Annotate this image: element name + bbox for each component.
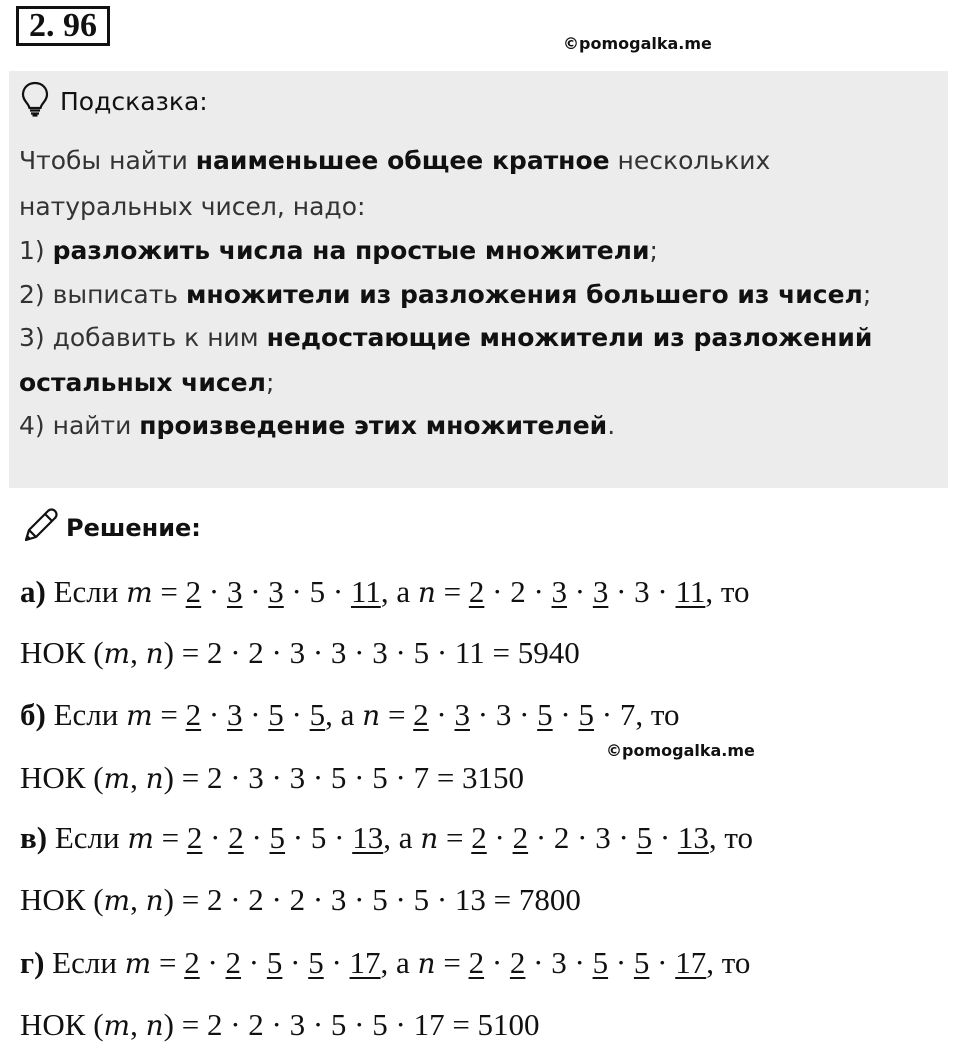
factor-underlined: 2 <box>185 697 202 732</box>
dot-operator: · <box>201 697 227 732</box>
dot-operator: · <box>525 945 552 980</box>
hint-emphasis: наименьшее общее кратное <box>195 146 610 175</box>
hint-emphasis: разложить числа на простые множители <box>52 236 650 265</box>
hint-header <box>20 84 208 118</box>
hint-line <box>19 280 871 309</box>
dot-operator: · <box>325 574 351 609</box>
then-word: , то <box>705 574 750 609</box>
hint-line <box>19 323 872 352</box>
equals-sign: = <box>152 697 186 732</box>
lcm-suffix: ) = <box>163 635 207 670</box>
lcm-separator: , <box>130 760 146 795</box>
variable-m: m <box>124 947 152 980</box>
equals-sign: = <box>380 697 414 732</box>
equals-sign: = <box>438 820 472 855</box>
dot-operator: · <box>525 574 552 609</box>
and-word: , а <box>383 820 421 855</box>
factor-underlined: 3 <box>454 697 470 732</box>
factor: 5 <box>310 820 327 855</box>
factor-underlined: 11 <box>350 574 381 609</box>
variable-n: n <box>145 884 164 917</box>
variable-m: m <box>103 1009 131 1042</box>
variable-m: m <box>103 637 131 670</box>
lcm-suffix: ) = <box>163 882 207 917</box>
hint-title: Подсказка: <box>60 86 208 116</box>
and-word: , а <box>380 574 418 609</box>
factor-underlined: 2 <box>512 820 529 855</box>
factor-underlined: 3 <box>551 574 568 609</box>
if-word: Если <box>53 574 119 609</box>
factor-underlined: 2 <box>413 697 429 732</box>
factor-underlined: 2 <box>468 945 485 980</box>
factor: 3 <box>495 697 512 732</box>
factor-underlined: 5 <box>578 697 594 732</box>
dot-operator: · <box>566 945 593 980</box>
condition-line <box>20 697 679 733</box>
factor-underlined: 3 <box>226 574 243 609</box>
equals-sign: = <box>151 945 185 980</box>
hint-text: . <box>607 411 616 440</box>
factor-underlined: 2 <box>509 945 526 980</box>
dot-operator: · <box>243 820 270 855</box>
factor: 3 <box>595 820 611 855</box>
dot-operator: · <box>649 574 676 609</box>
hint-text: натуральных чисел, надо: <box>19 192 366 221</box>
factor-underlined: 13 <box>352 820 384 855</box>
factor: 5 <box>309 574 326 609</box>
variable-n: n <box>417 576 436 609</box>
dot-operator: · <box>282 945 309 980</box>
variable-n: n <box>145 762 164 795</box>
factor-underlined: 2 <box>186 820 203 855</box>
condition-line <box>20 820 753 856</box>
if-word: Если <box>54 820 120 855</box>
hint-text: ; <box>649 236 658 265</box>
factor-underlined: 3 <box>226 697 243 732</box>
dot-operator: · <box>528 820 554 855</box>
hint-text: Чтобы найти <box>19 146 196 175</box>
dot-operator: · <box>323 945 350 980</box>
dot-operator: · <box>511 697 538 732</box>
factor-underlined: 2 <box>185 574 202 609</box>
equals-sign: = <box>153 820 187 855</box>
solution-title: Решение: <box>66 514 201 542</box>
factor-underlined: 3 <box>268 574 284 609</box>
dot-operator: · <box>242 697 269 732</box>
dot-operator: · <box>608 574 635 609</box>
variable-n: n <box>145 637 164 670</box>
variable-m: m <box>126 699 153 732</box>
lcm-prefix: НОК ( <box>20 882 104 917</box>
hint-line <box>19 368 274 397</box>
lightbulb-icon <box>20 81 50 122</box>
factor: 3 <box>551 945 567 980</box>
hint-text: 1) <box>19 236 53 265</box>
if-word: Если <box>53 697 119 732</box>
dot-operator: · <box>283 697 310 732</box>
then-word: , то <box>635 697 680 732</box>
part-label: б) <box>20 697 46 732</box>
factor-underlined: 11 <box>675 574 706 609</box>
variable-m: m <box>126 576 153 609</box>
factor-underlined: 5 <box>633 945 650 980</box>
dot-operator: · <box>201 574 227 609</box>
hint-emphasis: множители из разложения большего из чисел <box>185 280 863 309</box>
equals-sign: = <box>152 574 186 609</box>
variable-n: n <box>145 1009 164 1042</box>
dot-operator: · <box>283 574 310 609</box>
factor-underlined: 17 <box>349 945 381 980</box>
factor-underlined: 3 <box>592 574 609 609</box>
dot-operator: · <box>486 820 513 855</box>
lcm-line <box>20 760 524 796</box>
hint-text: 2) выписать <box>19 280 186 309</box>
lcm-suffix: ) = <box>163 1007 207 1042</box>
variable-m: m <box>103 762 131 795</box>
hint-text: ; <box>265 368 275 397</box>
factor-underlined: 5 <box>269 820 286 855</box>
hint-emphasis: остальных чисел <box>19 368 266 397</box>
watermark-middle: ©pomogalka.me <box>606 741 755 760</box>
factor-underlined: 2 <box>228 820 244 855</box>
task-number: 2. 96 <box>16 6 110 46</box>
dot-operator: · <box>484 945 510 980</box>
lcm-separator: , <box>130 1007 146 1042</box>
if-word: Если <box>52 945 117 980</box>
hint-line <box>19 146 770 175</box>
dot-operator: · <box>652 820 678 855</box>
dot-operator: · <box>199 945 226 980</box>
dot-operator: · <box>428 697 455 732</box>
variable-n: n <box>420 822 439 855</box>
pencil-icon <box>20 506 60 551</box>
dot-operator: · <box>593 697 620 732</box>
lcm-separator: , <box>130 882 146 917</box>
lcm-separator: , <box>130 635 146 670</box>
dot-operator: · <box>569 820 596 855</box>
dot-operator: · <box>649 945 676 980</box>
variable-m: m <box>127 822 154 855</box>
condition-line <box>20 574 750 610</box>
factor: 2 <box>510 574 526 609</box>
hint-text: 4) найти <box>19 411 140 440</box>
and-word: , а <box>325 697 363 732</box>
dot-operator: · <box>567 574 593 609</box>
lcm-line <box>20 1007 540 1043</box>
dot-operator: · <box>608 945 634 980</box>
equals-sign: = <box>435 574 469 609</box>
lcm-suffix: ) = <box>163 760 207 795</box>
variable-n: n <box>417 947 436 980</box>
factor-underlined: 5 <box>266 945 283 980</box>
watermark-top: ©pomogalka.me <box>563 34 712 53</box>
variable-n: n <box>362 699 381 732</box>
factor: 7 <box>619 697 636 732</box>
hint-emphasis: произведение этих множителей <box>139 411 608 440</box>
dot-operator: · <box>285 820 311 855</box>
hint-text: 3) добавить к ним <box>19 323 267 352</box>
hint-line <box>19 411 615 440</box>
dot-operator: · <box>241 945 267 980</box>
factor-underlined: 5 <box>592 945 609 980</box>
factor-underlined: 5 <box>268 697 284 732</box>
factor-underlined: 2 <box>468 574 485 609</box>
lcm-prefix: НОК ( <box>20 760 104 795</box>
hint-text: ; <box>862 280 872 309</box>
then-word: , то <box>708 820 754 855</box>
lcm-result: 2 · 2 · 3 · 5 · 5 · 17 = 5100 <box>206 1007 540 1042</box>
hint-line <box>19 236 658 265</box>
lcm-result: 2 · 3 · 3 · 5 · 5 · 7 = 3150 <box>206 760 525 795</box>
condition-line <box>20 945 750 981</box>
dot-operator: · <box>242 574 269 609</box>
lcm-prefix: НОК ( <box>20 1007 104 1042</box>
lcm-result: 2 · 2 · 3 · 3 · 3 · 5 · 11 = 5940 <box>206 635 580 670</box>
solution-header <box>20 508 201 548</box>
dot-operator: · <box>552 697 579 732</box>
part-label: а) <box>20 574 46 609</box>
lcm-line <box>20 882 581 918</box>
factor-underlined: 13 <box>677 820 709 855</box>
hint-emphasis: недостающие множители из разложений <box>266 323 873 352</box>
equals-sign: = <box>435 945 469 980</box>
factor: 2 <box>553 820 570 855</box>
dot-operator: · <box>326 820 353 855</box>
and-word: , а <box>380 945 418 980</box>
then-word: , то <box>706 945 751 980</box>
factor-underlined: 5 <box>537 697 553 732</box>
factor-underlined: 2 <box>471 820 487 855</box>
dot-operator: · <box>470 697 496 732</box>
part-label: г) <box>20 945 45 980</box>
part-label: в) <box>20 820 48 855</box>
factor-underlined: 5 <box>308 945 324 980</box>
hint-text: нескольких <box>609 146 771 175</box>
dot-operator: · <box>202 820 229 855</box>
factor-underlined: 5 <box>309 697 326 732</box>
factor-underlined: 2 <box>225 945 242 980</box>
hint-line <box>19 192 365 221</box>
dot-operator: · <box>484 574 511 609</box>
lcm-line <box>20 635 580 671</box>
lcm-prefix: НОК ( <box>20 635 104 670</box>
factor-underlined: 17 <box>675 945 707 980</box>
factor: 3 <box>634 574 650 609</box>
lcm-result: 2 · 2 · 2 · 3 · 5 · 5 · 13 = 7800 <box>206 882 581 917</box>
factor-underlined: 5 <box>636 820 653 855</box>
factor-underlined: 2 <box>184 945 200 980</box>
dot-operator: · <box>610 820 637 855</box>
variable-m: m <box>103 884 131 917</box>
